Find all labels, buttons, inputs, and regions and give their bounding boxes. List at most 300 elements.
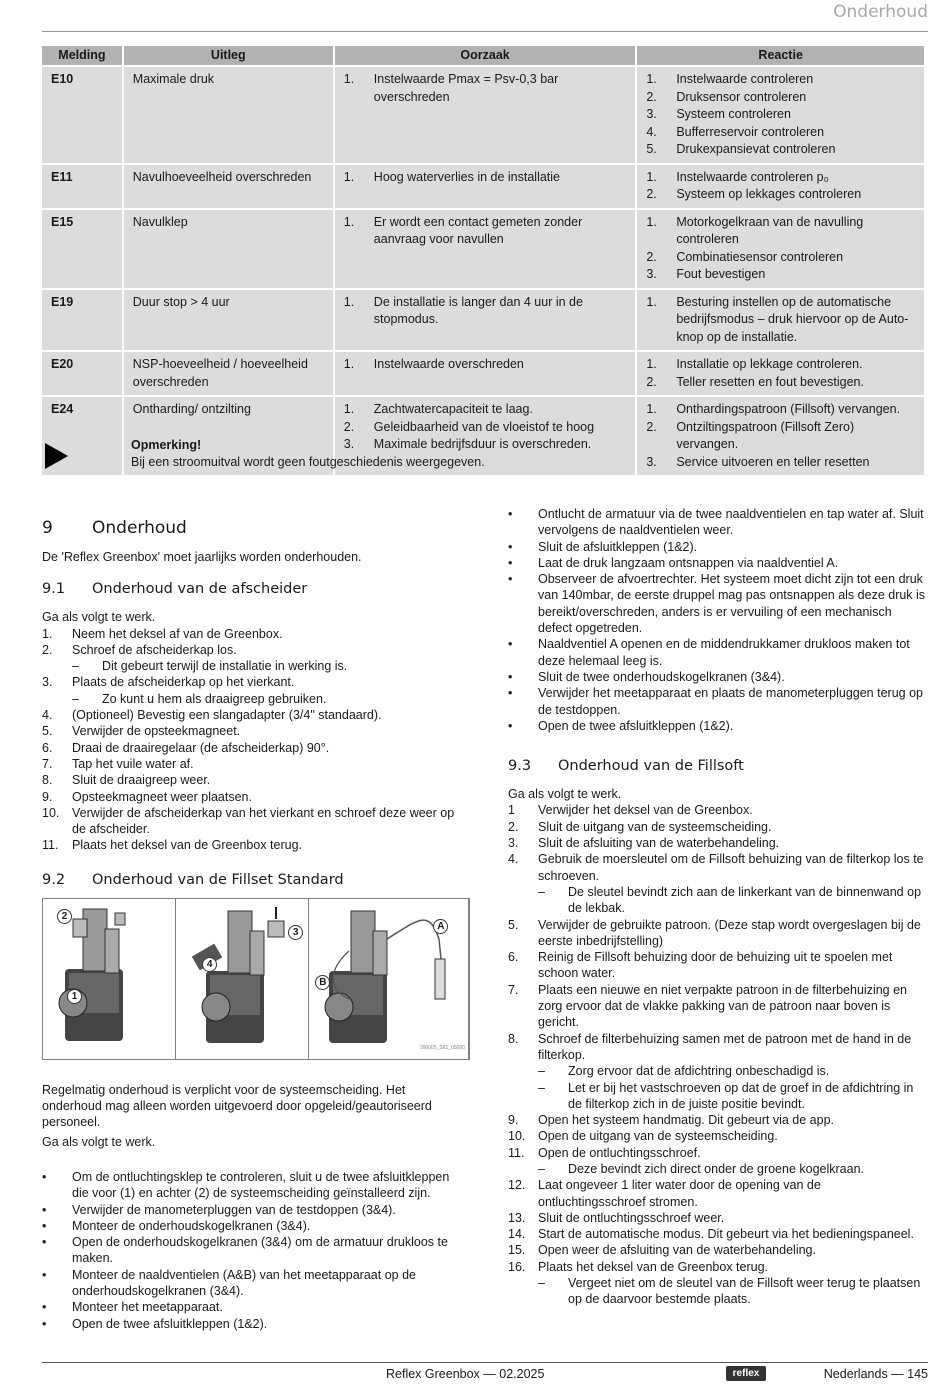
step-item [508,1259,928,1275]
item-number: 5. [42,724,53,739]
bullet-text: Om de ontluchtingsklep te controleren, sluit u de twee afsluitkleppen die voor (1) en achter (2) de systeemscheiding geïnstalleerd zijn. [72,1169,450,1201]
item-number: 7. [508,982,519,997]
section-9-heading [42,516,462,540]
item-text: De installatie is langer dan 4 uur in de stopmodus. [373,294,583,326]
item-number: 10. [42,805,60,820]
bullet-text: Sluit de afsluitkleppen (1&2). [538,539,698,554]
bullet-icon: • [42,1267,47,1282]
item-text: Plaats de afscheiderkap op het vierkant. [72,675,295,690]
action-item [646,401,918,419]
step-item [508,982,928,1031]
action-list [646,169,918,204]
cause-item [344,401,630,419]
action-item [646,89,918,107]
item-number: 1. [343,357,355,371]
item-number: 2. [508,819,519,834]
item-text: Sluit de draaigreep weer. [72,773,211,788]
cause-item [344,356,630,374]
bullet-text: Laat de druk langzaam ontsnappen via naaldventiel A. [538,555,839,570]
bullet-icon: • [508,669,513,684]
item-text: Bufferreservoir controleren [676,124,825,139]
item-number: 3. [42,675,53,690]
item-number: 11. [42,838,59,853]
item-text: Plaats het deksel van de Greenbox terug. [538,1259,769,1274]
col-header-oorzaak: Oorzaak [335,46,636,65]
action-item [646,266,918,284]
bullet-text: Monteer de naaldventielen (A&B) van het meetapparaat op de onderhoudskogelkranen (3&4). [72,1267,416,1299]
item-text: Service uitvoeren en teller resetten [676,454,870,469]
step-item [508,1145,928,1161]
item-text: Geleidbaarheid van de vloeistof te hoog [373,419,595,434]
item-text: Zo kunt u hem als draaigreep gebruiken. [102,691,327,706]
item-number: 1. [343,214,355,229]
item-text: Sluit de uitgang van de systeemscheiding. [538,819,772,834]
item-number: 4. [42,708,53,723]
figure-panel-3 [309,899,469,1059]
item-text: Druksensor controleren [676,89,807,104]
item-text: Zorg ervoor dat de afdichtring onbeschadigd is. [568,1064,830,1079]
item-text: Drukexpansievat controleren [676,142,836,156]
item-number: 4. [508,852,519,867]
footer-rule [42,1362,928,1363]
bullet-item [42,1169,462,1202]
footer-page: Nederlands — 145 [823,1367,928,1381]
table-header-row [42,46,924,65]
step-item [508,1080,928,1113]
fillset-drawing-icon [176,899,309,1059]
callout-a: A [433,919,448,934]
item-text: Tap het vuile water af. [72,756,194,771]
item-number: 6. [508,950,519,965]
item-text: Vergeet niet om de sleutel van de Fillsoft weer terug te plaatsen op de daarvoor bestemde plaats. [568,1276,921,1307]
item-text: Besturing instellen op de automatische bedrijfsmodus – druk hiervoor op de Auto-knop op de installatie. [676,294,909,344]
section-9-3-intro: Ga als volgt te werk. [508,787,622,802]
error-table [40,44,926,477]
bullet-item [42,1234,462,1267]
action-item [646,186,918,204]
table-row [42,210,924,288]
bullet-text: Open de twee afsluitkleppen (1&2). [72,1316,268,1331]
bullet-text: Observeer de afvoertrechter. Het systeem moet dicht zijn tot een druk van 140mbar, de eerste druppel mag pas ontsnappen als deze druk is bereikt/overschreden, anders is er vervuiling of een mechanisch defect opgetreden. [538,572,926,636]
item-text: Instelwaarde controleren p₀ [676,169,829,184]
fillset-figure [42,898,470,1060]
cause-list [344,356,630,374]
step-item [42,642,462,658]
item-text: Verwijder de gebruikte patroon. (Deze stap wordt overgeslagen bij de eerste inbedrijfstelling) [538,917,921,948]
item-number: 3. [508,836,519,851]
section-9-2-para: Regelmatig onderhoud is verplicht voor de systeemscheiding. Het onderhoud mag alleen worden uitgevoerd door opgeleid/geautoriseerd personeel. [42,1082,432,1130]
action-item [646,106,918,124]
step-item [508,917,928,950]
step-item [508,1128,928,1144]
item-text: Schroef de afscheiderkap los. [72,642,237,657]
note-arrow-icon [45,443,68,469]
bullet-text: Open de twee afsluitkleppen (1&2). [538,718,734,733]
bullet-item [42,1218,462,1234]
bullet-item [508,555,928,571]
item-number: 7. [42,756,53,771]
action-item [646,454,918,472]
bullet-icon: • [42,1300,47,1315]
callout-4: 4 [202,957,217,972]
cause-item [344,71,630,106]
item-number: – [538,1080,545,1095]
bullet-text: Monteer de onderhoudskogelkranen (3&4). [72,1218,311,1233]
error-actions [637,397,924,475]
item-number: 2. [42,642,53,657]
item-text: Instelwaarde Pmax = Psv-0,3 bar overschreden [373,72,559,104]
item-text: Draai de draairegelaar (de afscheiderkap) 90°. [72,740,330,755]
bullet-text: Verwijder de manometerpluggen van de testdoppen (3&4). [72,1202,396,1217]
step-item [508,1275,928,1308]
error-code: E10 [42,67,122,163]
item-number: 4. [646,124,657,139]
cause-item [344,294,630,329]
footer-document: Reflex Greenbox — 02.2025 [386,1367,545,1381]
note-text: Bij een stroomuitval wordt geen foutgeschiedenis weergegeven. [131,455,485,469]
item-text: Neem het deksel af van de Greenbox. [72,626,283,641]
bullet-item [508,718,928,734]
bullet-icon: • [508,637,513,652]
item-number: 1. [646,214,657,229]
step-item [42,772,462,788]
callout-b: B [315,975,330,990]
item-number: – [538,884,545,899]
subsection-number: 9.2 [42,871,66,888]
step-item [508,1031,928,1064]
item-text: Systeem controleren [676,107,791,121]
section-9-1-heading [42,579,462,599]
step-item [508,802,928,818]
item-number: 3. [343,437,355,451]
bullet-icon: • [508,718,513,733]
item-text: Reinig de Fillsoft behuizing door de behuizing uit te spoelen met schoon water. [538,950,893,981]
item-text: Teller resetten en fout bevestigen. [676,374,864,389]
item-text: Sluit de ontluchtingsschroef weer. [538,1210,725,1225]
cause-list [344,401,630,454]
item-number: 14. [508,1227,526,1242]
item-text: Systeem op lekkages controleren [676,187,862,201]
cause-list [344,169,630,187]
fillset-bullets-right [508,506,928,734]
section-9-2-heading [42,870,462,890]
step-item [42,756,462,772]
error-actions [637,67,924,163]
item-text: Laat ongeveer 1 liter water door de opening van de ontluchtingsschroef stromen. [538,1178,821,1209]
action-list [646,356,918,391]
bullet-icon: • [42,1316,47,1331]
item-number: 2. [646,374,657,389]
item-number: 3. [646,267,657,281]
cause-list [344,294,630,329]
col-header-melding: Melding [42,46,122,65]
cause-item [344,436,630,454]
section-9-2-intro: Ga als volgt te werk. [42,1134,156,1149]
item-number: – [538,1064,545,1079]
item-text: Verwijder het deksel van de Greenbox. [538,803,753,818]
error-causes [335,67,636,163]
item-number: 16. [508,1259,526,1274]
step-item [508,835,928,851]
error-explanation: Duur stop > 4 uur [124,290,333,351]
bullet-item [508,571,928,636]
bullet-text: Verwijder het meetapparaat en plaats de manometerpluggen terug op de testdoppen. [538,686,923,717]
bullet-icon: • [508,539,513,554]
item-text: Er wordt een contact gemeten zonder aanvraag voor navullen [373,214,583,246]
item-text: Ontziltingspatroon (Fillsoft Zero) vervangen. [676,419,855,451]
bullet-text: Naaldventiel A openen en de middendrukkamer drukloos maken tot deze helemaal leeg is. [538,637,910,668]
action-item [646,214,918,249]
error-causes [335,290,636,351]
cause-item [344,419,630,437]
error-explanation: NSP-hoeveelheid / hoeveelheid overschreden [124,352,333,395]
error-actions [637,290,924,351]
item-text: Schroef de filterbehuizing samen met de patroon met de hand in de filterkop. [538,1031,912,1062]
item-text: Verwijder de afscheiderkap van het vierkant en schroef deze weer op de afscheider. [72,805,455,837]
step-item [508,851,928,884]
table-body [42,67,924,475]
item-text: Onthardingspatroon (Fillsoft) vervangen. [676,402,901,416]
callout-3: 3 [288,925,303,940]
item-text: Installatie op lekkage controleren. [676,357,863,371]
cause-item [344,214,630,249]
action-list [646,401,918,471]
bullet-item [508,506,928,539]
item-number: 3. [646,107,657,121]
action-item [646,249,918,267]
action-item [646,419,918,454]
subsection-title: Onderhoud van de Fillsoft [558,758,744,775]
step-item [42,691,462,707]
item-number: 2. [343,419,355,434]
col-header-reactie: Reactie [637,46,924,65]
item-number: 11. [508,1145,525,1160]
item-number: 1. [343,72,355,86]
item-text: Verwijder de opsteekmagneet. [72,724,241,739]
item-number: 2. [646,249,657,264]
subsection-number: 9.3 [508,758,532,775]
bullet-item [508,669,928,685]
error-code: E24 [42,397,122,475]
step-item [508,1063,928,1079]
item-number: 5. [646,142,657,156]
error-code: E15 [42,210,122,288]
step-item [508,819,928,835]
header-rule [42,31,928,32]
item-number: 5. [508,917,519,932]
bullet-icon: • [42,1235,47,1250]
cause-list [344,214,630,249]
running-header: Onderhoud [833,2,928,22]
bullet-item [508,685,928,718]
bullet-icon: • [508,572,513,587]
item-number: 1. [646,402,657,416]
step-item [508,1112,928,1128]
item-number: 1. [646,294,657,309]
section-9-1-intro: Ga als volgt te werk. [42,610,156,625]
error-actions [637,210,924,288]
error-actions [637,165,924,208]
right-column [508,506,928,1308]
item-number: 10. [508,1129,526,1144]
item-text: Open de ontluchtingsschroef. [538,1145,701,1160]
error-explanation: Navulhoeveelheid overschreden [124,165,333,208]
step-item [508,1161,928,1177]
error-code: E19 [42,290,122,351]
item-text: Plaats het deksel van de Greenbox terug. [72,838,303,853]
action-item [646,141,918,159]
step-item [42,740,462,756]
item-text: Hoog waterverlies in de installatie [373,169,561,184]
item-number: 9. [508,1113,519,1128]
fillsoft-steps-list [508,802,928,1307]
bullet-icon: • [42,1202,47,1217]
item-text: Dit gebeurt terwijl de installatie in werking is. [102,659,348,674]
item-text: Plaats een nieuwe en niet verpakte patroon in de filterbehuizing en zorg ervoor dat de vlakke pakking van de patroon naar boven is gericht. [538,982,908,1030]
error-code: E11 [42,165,122,208]
item-number: 2. [646,187,657,201]
item-number: 8. [42,773,53,788]
item-number: – [538,1161,545,1176]
item-text: Open de uitgang van de systeemscheiding. [538,1129,778,1144]
item-text: Instelwaarde overschreden [373,357,524,371]
error-explanation: Navulklep [124,210,333,288]
action-item [646,71,918,89]
item-number: 2. [646,419,657,434]
bullet-text: Sluit de twee onderhoudskogelkranen (3&4). [538,669,785,684]
fillset-bullets-left [42,1169,462,1332]
error-actions [637,352,924,395]
item-text: Sluit de afsluiting van de waterbehandeling. [538,836,780,851]
error-explanation: Ontharding/ ontzilting [124,397,333,475]
subsection-title: Onderhoud van de afscheider [92,581,308,598]
bullet-item [508,636,928,669]
table-row [42,165,924,208]
action-item [646,294,918,347]
step-item [42,723,462,739]
bullet-text: Monteer het meetapparaat. [72,1300,223,1315]
action-item [646,169,918,187]
left-column [42,516,465,1332]
item-text: Open weer de afsluiting van de waterbehandeling. [538,1243,816,1258]
step-item [508,884,928,917]
cause-list [344,71,630,106]
step-item [508,1210,928,1226]
figure-panel-1 [43,899,176,1059]
item-number: 6. [42,740,53,755]
item-number: 15. [508,1243,526,1258]
figure-panel-2 [176,899,309,1059]
step-item [42,707,462,723]
step-item [42,626,462,642]
item-text: Fout bevestigen [676,267,766,281]
item-number: – [72,691,79,706]
item-number: 12. [508,1178,526,1193]
cause-item [344,169,630,187]
section-title: Onderhoud [92,518,187,538]
action-list [646,214,918,284]
step-item [42,789,462,805]
bullet-icon: • [508,507,513,521]
item-number: 1. [646,72,657,86]
error-causes [335,210,636,288]
bullet-text: Open de onderhoudskogelkranen (3&4) om de armatuur drukloos te maken. [72,1235,448,1266]
item-text: Motorkogelkraan van de navulling controleren [676,214,864,246]
section-9-3-heading [508,756,928,776]
bullet-text: Ontlucht de armatuur via de twee naaldventielen en tap water af. Sluit vervolgens de naaldventielen weer. [538,507,924,538]
item-number: – [72,659,79,674]
step-item [42,674,462,690]
action-item [646,356,918,374]
item-text: Opsteekmagneet weer plaatsen. [72,789,252,804]
item-number: – [538,1276,545,1291]
item-text: Deze bevindt zich direct onder de groene kogelkraan. [568,1161,865,1176]
step-item [42,805,462,838]
bullet-icon: • [42,1169,47,1184]
item-text: Start de automatische modus. Dit gebeurt via het bedieningspaneel. [538,1227,914,1242]
callout-2: 2 [57,909,72,924]
bullet-icon: • [42,1218,47,1233]
reflex-logo: reflex [726,1366,766,1381]
item-text: (Optioneel) Bevestig een slangadapter (3/4" standaard). [72,708,382,723]
action-item [646,374,918,392]
step-item [508,1242,928,1258]
section-number: 9 [42,518,53,538]
item-number: 1. [343,402,355,416]
step-item [42,837,462,853]
item-text: Instelwaarde controleren [676,72,814,86]
bullet-item [42,1299,462,1315]
subsection-number: 9.1 [42,581,66,598]
action-item [646,124,918,142]
bullet-item [42,1267,462,1300]
item-number: 13. [508,1210,526,1225]
step-item [42,658,462,674]
item-number: 9. [42,789,53,804]
item-text: De sleutel bevindt zich aan de linkerkant van de binnenwand op de lekbak. [568,884,922,916]
bullet-icon: • [508,686,513,701]
item-number: 1. [646,357,657,371]
item-number: 1. [343,294,355,309]
item-text: Let er bij het vastschroeven op dat de groef in de afdichtring in de filterkop zich in de juiste positie bevindt. [568,1080,914,1111]
bullet-icon: • [508,555,513,570]
item-number: 1. [646,169,657,184]
table-row [42,67,924,163]
action-list [646,71,918,159]
separator-steps-list [42,626,462,854]
error-causes [335,352,636,395]
callout-1: 1 [67,989,82,1004]
item-text: Gebruik de moersleutel om de Fillsoft behuizing van de filterkop los te schroeven. [538,852,924,883]
note-title: Opmerking! [131,438,202,452]
item-number: 8. [508,1031,519,1046]
error-code: E20 [42,352,122,395]
bullet-item [42,1316,462,1332]
item-text: Maximale bedrijfsduur is overschreden. [373,437,592,451]
table-row [42,352,924,395]
item-number: 1. [343,169,355,184]
table-row [42,290,924,351]
figure-reference: 390005_S61_05000 [419,1045,465,1052]
item-number: 1 [508,803,515,818]
col-header-uitleg: Uitleg [124,46,333,65]
section-9-intro: De 'Reflex Greenbox' moet jaarlijks worden onderhouden. [42,550,362,564]
item-number: 2. [646,89,657,104]
item-text: Combinatiesensor controleren [676,249,844,264]
action-list [646,294,918,347]
subsection-title: Onderhoud van de Fillset Standard [92,871,344,888]
error-explanation: Maximale druk [124,67,333,163]
